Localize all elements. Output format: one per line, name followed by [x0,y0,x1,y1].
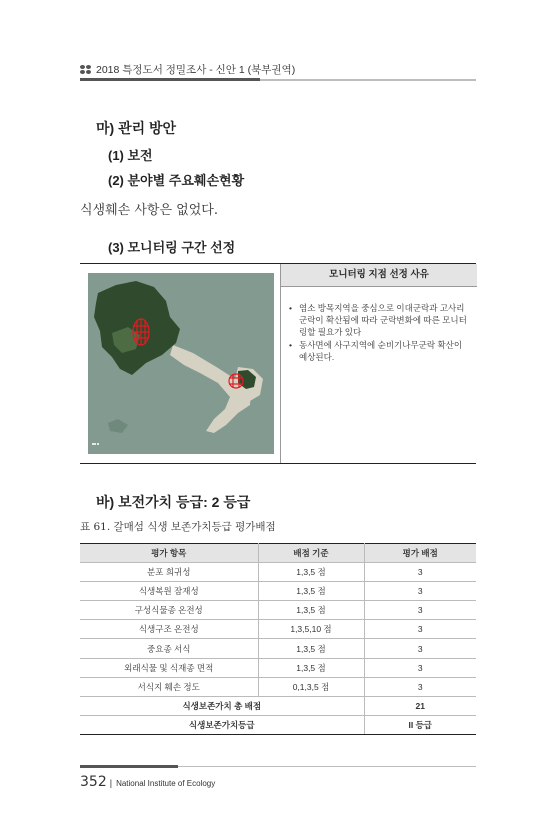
table-row [80,563,476,582]
aerial-map-image [88,273,274,454]
page-number: 352 [80,774,107,790]
header-title: 2018 특정도서 정밀조사 - 신안 1 (북부권역) [96,64,296,76]
item-cell: 구성식물종 온전성 [80,601,258,620]
score-cell: 3 [364,563,476,582]
monitoring-reason-column [280,286,477,463]
monitoring-reason-list [289,302,471,364]
score-cell: 3 [364,677,476,696]
item-cell: 중요종 서식 [80,639,258,658]
table-row [80,677,476,696]
criteria-cell: 1,3,5 점 [258,639,364,658]
table-caption: 표 61. 갈매섬 식생 보존가치등급 평가배점 [80,521,276,533]
grade-label: 식생보존가치등급 [80,715,364,734]
item-cell: 외래식물 및 식재종 면적 [80,658,258,677]
grade-value: II 등급 [364,715,476,734]
monitoring-reason-header: 모니터링 지점 선정 사유 [280,264,477,287]
footer-organization: National Institute of Ecology [116,779,216,788]
total-value: 21 [364,696,476,715]
item-cell: 서식지 훼손 정도 [80,677,258,696]
score-cell: 3 [364,620,476,639]
table-row [80,620,476,639]
header-item: 평가 항목 [80,544,258,563]
footer-separator: | [109,778,113,788]
total-label: 식생보존가치 총 배점 [80,696,364,715]
bullet-dots-icon [80,65,92,75]
section-ma-title: 마) 관리 방안 [96,120,177,136]
table-row [80,639,476,658]
criteria-cell: 0,1,3,5 점 [258,677,364,696]
score-cell: 3 [364,639,476,658]
table-row [80,601,476,620]
subsection-damage-status: (2) 분야별 주요훼손현황 [108,173,245,188]
score-cell: 3 [364,601,476,620]
criteria-cell: 1,3,5,10 점 [258,620,364,639]
item-cell: 식생구조 온전성 [80,620,258,639]
reason-item: • 염소 방목지역을 중심으로 이대군락과 고사리군락이 확산됨에 따라 군락변화에 따른 모니터링할 필요가 있다 [289,302,471,338]
item-cell: 식생복원 잠재성 [80,582,258,601]
evaluation-table [80,543,476,735]
header-criteria: 배점 기준 [258,544,364,563]
grade-row [80,715,476,734]
table-row [80,582,476,601]
score-cell: 3 [364,658,476,677]
reason-item: • 동사면에 사구지역에 순비기나무군락 확산이 예상된다. [289,339,471,363]
header-rule [80,79,476,81]
criteria-cell: 1,3,5 점 [258,563,364,582]
footer-rule [80,766,476,767]
subsection-conservation: (1) 보전 [108,148,153,163]
damage-text: 식생훼손 사항은 없었다. [80,203,218,218]
section-ba-title: 바) 보전가치 등급: 2 등급 [96,494,251,510]
subsection-monitoring: (3) 모니터링 구간 선정 [108,240,236,255]
monitoring-box [80,263,476,464]
criteria-cell: 1,3,5 점 [258,658,364,677]
total-score-row [80,696,476,715]
page-footer [80,773,215,791]
criteria-cell: 1,3,5 점 [258,601,364,620]
table-row [80,658,476,677]
score-cell: 3 [364,582,476,601]
header-score: 평가 배점 [364,544,476,563]
table-header-row [80,544,476,563]
criteria-cell: 1,3,5 점 [258,582,364,601]
item-cell: 분포 희귀성 [80,563,258,582]
